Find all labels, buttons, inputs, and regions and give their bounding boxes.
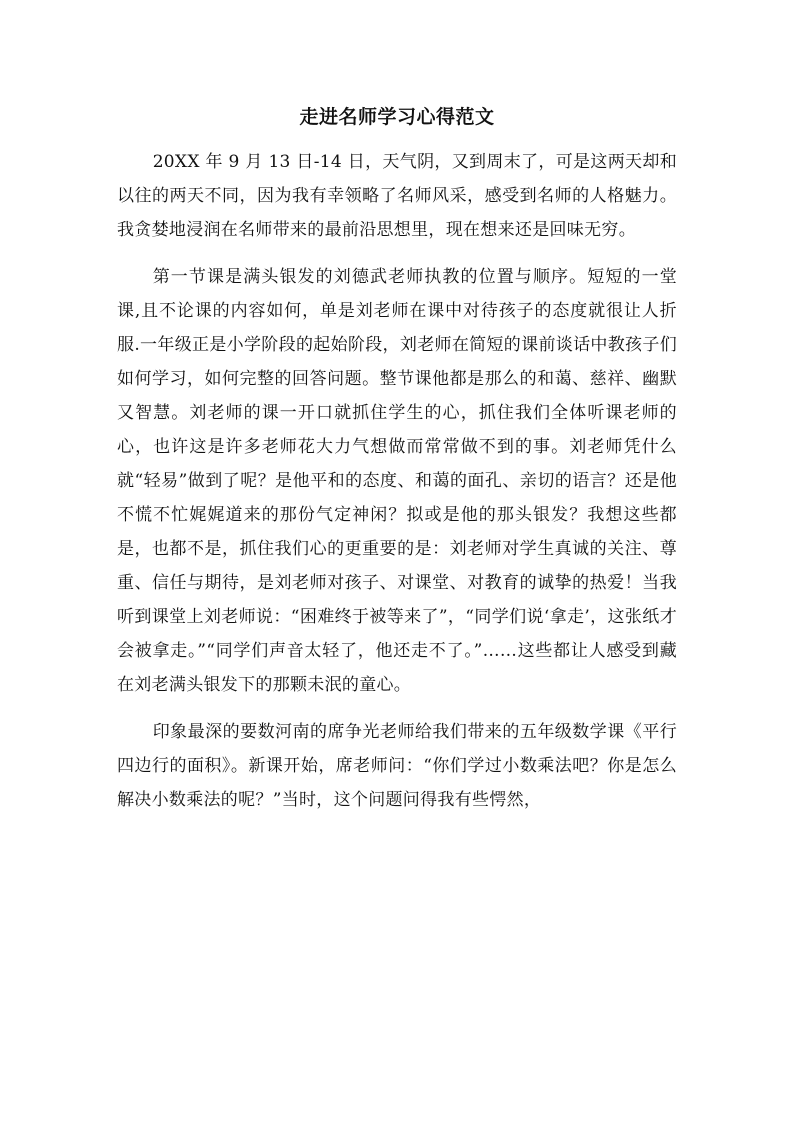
document-body [117, 145, 677, 817]
paragraph-intro: 20XX 年 9 月 13 日-14 日，天气阴，又到周末了，可是这两天却和以往的两天不同，因为我有幸领略了名师风采，感受到名师的人格魅力。我贪婪地浸润在名师带来的最前沿思想里，现在想来还是回味无穷。 [117, 152, 677, 240]
paragraph-xi-zhengguang-lesson: 印象最深的要数河南的席争光老师给我们带来的五年级数学课《平行四边行的面积》。新课开始，席老师问：“你们学过小数乘法吧？你是怎么解决小数乘法的呢？”当时，这个问题问得我有些愕然， [117, 722, 677, 810]
document-title: 走进名师学习心得范文 [299, 106, 495, 128]
paragraph-liu-dewu-lesson: 第一节课是满头银发的刘德武老师执教的位置与顺序。短短的一堂课,且不论课的内容如何，单是刘老师在课中对待孩子的态度就很让人折服.一年级正是小学阶段的起始阶段，刘老师在简短的课前谈话中教孩子们如何学习，如何完整的回答问题。整节课他都是那么的和蔼、慈祥、幽默又智慧。刘老师的课一开口就抓住学生的心，抓住我们全体听课老师的心，也许这是许多老师花大力气想做而常常做不到的事。刘老师凭什么就“轻易”做到了呢？是他平和的态度、和蔼的面孔、亲切的语言？还是他不慌不忙娓娓道来的那份气定神闲？拟或是他的那头银发？我想这些都是，也都不是，抓住我们心的更重要的是：刘老师对学生真诚的关注、尊重、信任与期待，是刘老师对孩子、对课堂、对教育的诚挚的热爱！当我听到课堂上刘老师说：“困难终于被等来了”，“同学们说‘拿走’，这张纸才会被拿走。”“同学们声音太轻了，他还走不了。”……这些都让人感受到藏在刘老满头银发下的那颗未泯的童心。 [117, 267, 677, 695]
